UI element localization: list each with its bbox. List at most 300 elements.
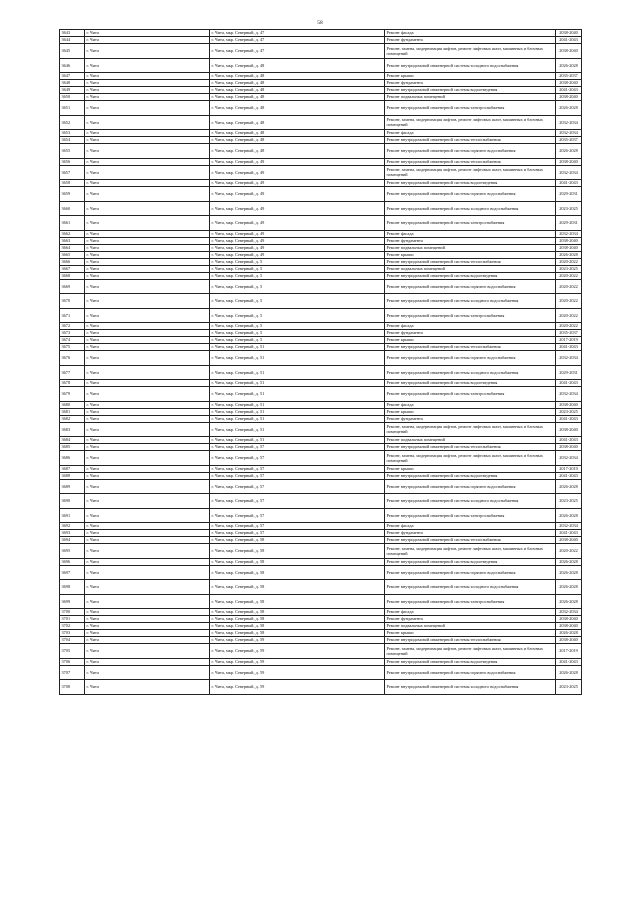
locality-cell: г. Чита: [85, 265, 210, 272]
table-row: [60, 73, 582, 80]
work-type-cell: Ремонт фасада: [385, 30, 556, 37]
address-cell: г. Чита, мкр. Северный, д. 51: [210, 437, 385, 444]
locality-cell: г. Чита: [85, 144, 210, 159]
table-row: [60, 201, 582, 216]
table-row: [60, 537, 582, 544]
locality-cell: г. Чита: [85, 165, 210, 180]
work-type-cell: Ремонт внутридомовой инженерной системы водоотведения: [385, 87, 556, 94]
period-cell: 2038-2040: [556, 623, 582, 630]
row-number-cell: 3685: [60, 444, 85, 451]
work-type-cell: Ремонт внутридомовой инженерной системы горячего водоснабжения: [385, 665, 556, 680]
work-type-cell: Ремонт крыши: [385, 251, 556, 258]
table-row: [60, 523, 582, 530]
row-number-cell: 3667: [60, 265, 85, 272]
period-cell: 2029-2031: [556, 216, 582, 231]
table-row: [60, 265, 582, 272]
period-cell: 2026-2028: [556, 558, 582, 565]
row-number-cell: 3704: [60, 637, 85, 644]
period-cell: 2026-2028: [556, 251, 582, 258]
locality-cell: г. Чита: [85, 401, 210, 408]
locality-cell: г. Чита: [85, 87, 210, 94]
address-cell: г. Чита, мкр. Северный, д. 51: [210, 401, 385, 408]
work-type-cell: Ремонт, замена, модернизация лифтов, ремонт лифтовых шахт, машинных и блочных помещений: [385, 451, 556, 466]
table-row: [60, 508, 582, 523]
row-number-cell: 3675: [60, 344, 85, 351]
row-number-cell: 3708: [60, 680, 85, 695]
table-row: [60, 323, 582, 330]
address-cell: г. Чита, мкр. Северный, д. 58: [210, 594, 385, 609]
table-row: [60, 630, 582, 637]
work-type-cell: Ремонт фасада: [385, 323, 556, 330]
address-cell: г. Чита, мкр. Северный, д. 58: [210, 609, 385, 616]
address-cell: г. Чита, мкр. Северный, д. 58: [210, 544, 385, 559]
table-row: [60, 623, 582, 630]
row-number-cell: 3663: [60, 237, 85, 244]
row-number-cell: 3657: [60, 165, 85, 180]
locality-cell: г. Чита: [85, 544, 210, 559]
table-row: [60, 472, 582, 479]
address-cell: г. Чита, мкр. Северный, д. 49: [210, 180, 385, 187]
address-cell: г. Чита, мкр. Северный, д. 48: [210, 115, 385, 130]
row-number-cell: 3671: [60, 308, 85, 323]
locality-cell: г. Чита: [85, 658, 210, 665]
work-type-cell: Ремонт крыши: [385, 465, 556, 472]
table-row: [60, 144, 582, 159]
table-row: [60, 230, 582, 237]
address-cell: г. Чита, мкр. Северный, д. 58: [210, 537, 385, 544]
address-cell: г. Чита, мкр. Северный, д. 49: [210, 201, 385, 216]
row-number-cell: 3645: [60, 44, 85, 59]
address-cell: г. Чита, мкр. Северный, д. 48: [210, 137, 385, 144]
work-type-cell: Ремонт, замена, модернизация лифтов, ремонт лифтовых шахт, машинных и блочных помещений: [385, 544, 556, 559]
work-type-cell: Ремонт внутридомовой инженерной системы теплоснабжения: [385, 444, 556, 451]
address-cell: г. Чита, мкр. Северный, д. 51: [210, 365, 385, 380]
period-cell: 2032-2034: [556, 523, 582, 530]
work-type-cell: Ремонт фундамента: [385, 616, 556, 623]
address-cell: г. Чита, мкр. Северный, д. 5: [210, 337, 385, 344]
row-number-cell: 3688: [60, 472, 85, 479]
period-cell: 2035-2037: [556, 137, 582, 144]
period-cell: 2032-2034: [556, 451, 582, 466]
period-cell: 2020-2022: [556, 323, 582, 330]
row-number-cell: 3643: [60, 30, 85, 37]
address-cell: г. Чита, мкр. Северный, д. 5: [210, 279, 385, 294]
address-cell: г. Чита, мкр. Северный, д. 48: [210, 73, 385, 80]
locality-cell: г. Чита: [85, 216, 210, 231]
address-cell: г. Чита, мкр. Северный, д. 51: [210, 408, 385, 415]
period-cell: 2029-2031: [556, 365, 582, 380]
row-number-cell: 3646: [60, 58, 85, 73]
row-number-cell: 3692: [60, 523, 85, 530]
work-type-cell: Ремонт внутридомовой инженерной системы электроснабжения: [385, 308, 556, 323]
work-type-cell: Ремонт, замена, модернизация лифтов, ремонт лифтовых шахт, машинных и блочных помещений: [385, 422, 556, 437]
period-cell: 2038-2040: [556, 616, 582, 623]
locality-cell: г. Чита: [85, 558, 210, 565]
work-type-cell: Ремонт внутридомовой инженерной системы холодного водоснабжения: [385, 680, 556, 695]
work-type-cell: Ремонт внутридомовой инженерной системы горячего водоснабжения: [385, 279, 556, 294]
work-type-cell: Ремонт, замена, модернизация лифтов, ремонт лифтовых шахт, машинных и блочных помещений: [385, 44, 556, 59]
row-number-cell: 3693: [60, 530, 85, 537]
address-cell: г. Чита, мкр. Северный, д. 5: [210, 258, 385, 265]
period-cell: 2038-2040: [556, 237, 582, 244]
row-number-cell: 3664: [60, 244, 85, 251]
row-number-cell: 3662: [60, 230, 85, 237]
period-cell: 2020-2022: [556, 544, 582, 559]
table-row: [60, 609, 582, 616]
table-row: [60, 237, 582, 244]
locality-cell: г. Чита: [85, 344, 210, 351]
address-cell: г. Чита, мкр. Северный, д. 49: [210, 230, 385, 237]
work-type-cell: Ремонт внутридомовой инженерной системы водоотведения: [385, 472, 556, 479]
row-number-cell: 3651: [60, 101, 85, 116]
work-type-cell: Ремонт фасада: [385, 230, 556, 237]
work-type-cell: Ремонт внутридомовой инженерной системы водоотведения: [385, 658, 556, 665]
locality-cell: г. Чита: [85, 187, 210, 202]
locality-cell: г. Чита: [85, 251, 210, 258]
locality-cell: г. Чита: [85, 630, 210, 637]
address-cell: г. Чита, мкр. Северный, д. 51: [210, 387, 385, 402]
locality-cell: г. Чита: [85, 272, 210, 279]
address-cell: г. Чита, мкр. Северный, д. 58: [210, 580, 385, 595]
table-row: [60, 415, 582, 422]
table-row: [60, 444, 582, 451]
locality-cell: г. Чита: [85, 387, 210, 402]
row-number-cell: 3655: [60, 144, 85, 159]
locality-cell: г. Чита: [85, 351, 210, 366]
address-cell: г. Чита, мкр. Северный, д. 49: [210, 216, 385, 231]
work-type-cell: Ремонт внутридомовой инженерной системы горячего водоснабжения: [385, 187, 556, 202]
table-row: [60, 130, 582, 137]
work-type-cell: Ремонт подвальных помещений: [385, 265, 556, 272]
row-number-cell: 3705: [60, 644, 85, 659]
address-cell: г. Чита, мкр. Северный, д. 57: [210, 530, 385, 537]
work-type-cell: Ремонт внутридомовой инженерной системы холодного водоснабжения: [385, 580, 556, 595]
locality-cell: г. Чита: [85, 130, 210, 137]
work-type-cell: Ремонт фундамента: [385, 80, 556, 87]
locality-cell: г. Чита: [85, 37, 210, 44]
locality-cell: г. Чита: [85, 101, 210, 116]
work-type-cell: Ремонт, замена, модернизация лифтов, ремонт лифтовых шахт, машинных и блочных помещений: [385, 644, 556, 659]
work-type-cell: Ремонт внутридомовой инженерной системы холодного водоснабжения: [385, 294, 556, 309]
period-cell: 2041-2043: [556, 415, 582, 422]
row-number-cell: 3687: [60, 465, 85, 472]
table-row: [60, 558, 582, 565]
address-cell: г. Чита, мкр. Северный, д. 51: [210, 415, 385, 422]
locality-cell: г. Чита: [85, 330, 210, 337]
table-row: [60, 87, 582, 94]
address-cell: г. Чита, мкр. Северный, д. 58: [210, 630, 385, 637]
work-type-cell: Ремонт фундамента: [385, 530, 556, 537]
period-cell: 2026-2028: [556, 479, 582, 494]
locality-cell: г. Чита: [85, 451, 210, 466]
locality-cell: г. Чита: [85, 479, 210, 494]
period-cell: 2038-2040: [556, 537, 582, 544]
period-cell: 2023-2025: [556, 265, 582, 272]
work-type-cell: Ремонт внутридомовой инженерной системы электроснабжения: [385, 216, 556, 231]
table-row: [60, 216, 582, 231]
period-cell: 2041-2043: [556, 530, 582, 537]
table-row: [60, 365, 582, 380]
table-row: [60, 665, 582, 680]
locality-cell: г. Чита: [85, 594, 210, 609]
period-cell: 2017-2019: [556, 465, 582, 472]
row-number-cell: 3701: [60, 616, 85, 623]
locality-cell: г. Чита: [85, 609, 210, 616]
address-cell: г. Чита, мкр. Северный, д. 51: [210, 344, 385, 351]
locality-cell: г. Чита: [85, 680, 210, 695]
table-row: [60, 408, 582, 415]
period-cell: 2026-2028: [556, 101, 582, 116]
period-cell: 2032-2034: [556, 387, 582, 402]
table-row: [60, 187, 582, 202]
table-row: [60, 544, 582, 559]
table-row: [60, 479, 582, 494]
row-number-cell: 3678: [60, 380, 85, 387]
work-type-cell: Ремонт внутридомовой инженерной системы водоотведения: [385, 380, 556, 387]
period-cell: 2041-2043: [556, 472, 582, 479]
work-type-cell: Ремонт внутридомовой инженерной системы электроснабжения: [385, 101, 556, 116]
period-cell: 2038-2040: [556, 44, 582, 59]
locality-cell: г. Чита: [85, 137, 210, 144]
period-cell: 2041-2043: [556, 37, 582, 44]
locality-cell: г. Чита: [85, 237, 210, 244]
address-cell: г. Чита, мкр. Северный, д. 49: [210, 237, 385, 244]
period-cell: 2041-2043: [556, 87, 582, 94]
row-number-cell: 3684: [60, 437, 85, 444]
work-type-cell: Ремонт крыши: [385, 73, 556, 80]
row-number-cell: 3647: [60, 73, 85, 80]
address-cell: г. Чита, мкр. Северный, д. 59: [210, 644, 385, 659]
table-row: [60, 594, 582, 609]
period-cell: 2041-2043: [556, 344, 582, 351]
locality-cell: г. Чита: [85, 444, 210, 451]
table-row: [60, 180, 582, 187]
period-cell: 2032-2034: [556, 609, 582, 616]
work-type-cell: Ремонт фасада: [385, 609, 556, 616]
row-number-cell: 3652: [60, 115, 85, 130]
row-number-cell: 3703: [60, 630, 85, 637]
row-number-cell: 3648: [60, 80, 85, 87]
locality-cell: г. Чита: [85, 530, 210, 537]
row-number-cell: 3702: [60, 623, 85, 630]
address-cell: г. Чита, мкр. Северный, д. 51: [210, 422, 385, 437]
locality-cell: г. Чита: [85, 665, 210, 680]
period-cell: 2032-2034: [556, 130, 582, 137]
table-row: [60, 401, 582, 408]
period-cell: 2017-2019: [556, 644, 582, 659]
period-cell: 2017-2019: [556, 337, 582, 344]
work-type-cell: Ремонт фундамента: [385, 415, 556, 422]
locality-cell: г. Чита: [85, 30, 210, 37]
work-type-cell: Ремонт внутридомовой инженерной системы электроснабжения: [385, 508, 556, 523]
locality-cell: г. Чита: [85, 308, 210, 323]
work-type-cell: Ремонт внутридомовой инженерной системы горячего водоснабжения: [385, 144, 556, 159]
period-cell: 2041-2043: [556, 180, 582, 187]
address-cell: г. Чита, мкр. Северный, д. 48: [210, 94, 385, 101]
work-type-cell: Ремонт фасада: [385, 130, 556, 137]
locality-cell: г. Чита: [85, 337, 210, 344]
locality-cell: г. Чита: [85, 365, 210, 380]
address-cell: г. Чита, мкр. Северный, д. 57: [210, 508, 385, 523]
work-type-cell: Ремонт внутридомовой инженерной системы водоотведения: [385, 558, 556, 565]
work-type-cell: Ремонт внутридомовой инженерной системы горячего водоснабжения: [385, 351, 556, 366]
period-cell: 2026-2028: [556, 565, 582, 580]
period-cell: 2026-2028: [556, 144, 582, 159]
address-cell: г. Чита, мкр. Северный, д. 57: [210, 451, 385, 466]
locality-cell: г. Чита: [85, 537, 210, 544]
period-cell: 2023-2025: [556, 494, 582, 509]
table-row: [60, 251, 582, 258]
address-cell: г. Чита, мкр. Северный, д. 57: [210, 479, 385, 494]
row-number-cell: 3644: [60, 37, 85, 44]
address-cell: г. Чита, мкр. Северный, д. 58: [210, 623, 385, 630]
table-row: [60, 344, 582, 351]
row-number-cell: 3654: [60, 137, 85, 144]
row-number-cell: 3700: [60, 609, 85, 616]
row-number-cell: 3699: [60, 594, 85, 609]
address-cell: г. Чита, мкр. Северный, д. 48: [210, 58, 385, 73]
address-cell: г. Чита, мкр. Северный, д. 51: [210, 351, 385, 366]
work-type-cell: Ремонт фундамента: [385, 237, 556, 244]
address-cell: г. Чита, мкр. Северный, д. 49: [210, 187, 385, 202]
row-number-cell: 3669: [60, 279, 85, 294]
table-row: [60, 351, 582, 366]
address-cell: г. Чита, мкр. Северный, д. 47: [210, 37, 385, 44]
address-cell: г. Чита, мкр. Северный, д. 47: [210, 30, 385, 37]
locality-cell: г. Чита: [85, 58, 210, 73]
work-type-cell: Ремонт, замена, модернизация лифтов, ремонт лифтовых шахт, машинных и блочных помещений: [385, 115, 556, 130]
table-row: [60, 158, 582, 165]
table-row: [60, 380, 582, 387]
period-cell: 2023-2025: [556, 408, 582, 415]
table-row: [60, 451, 582, 466]
row-number-cell: 3706: [60, 658, 85, 665]
period-cell: 2038-2040: [556, 158, 582, 165]
period-cell: 2038-2040: [556, 244, 582, 251]
work-type-cell: Ремонт внутридомовой инженерной системы теплоснабжения: [385, 637, 556, 644]
table-row: [60, 330, 582, 337]
address-cell: г. Чита, мкр. Северный, д. 5: [210, 265, 385, 272]
work-type-cell: Ремонт внутридомовой инженерной системы водоотведения: [385, 180, 556, 187]
table-row: [60, 80, 582, 87]
period-cell: 2020-2022: [556, 308, 582, 323]
table-row: [60, 580, 582, 595]
locality-cell: г. Чита: [85, 637, 210, 644]
table-row: [60, 637, 582, 644]
table-row: [60, 680, 582, 695]
period-cell: 2023-2025: [556, 201, 582, 216]
table-row: [60, 644, 582, 659]
period-cell: 2026-2028: [556, 630, 582, 637]
work-type-cell: Ремонт внутридомовой инженерной системы теплоснабжения: [385, 158, 556, 165]
row-number-cell: 3673: [60, 330, 85, 337]
work-type-cell: Ремонт внутридомовой инженерной системы теплоснабжения: [385, 344, 556, 351]
locality-cell: г. Чита: [85, 230, 210, 237]
row-number-cell: 3670: [60, 294, 85, 309]
work-type-cell: Ремонт подвальных помещений: [385, 437, 556, 444]
period-cell: 2020-2022: [556, 279, 582, 294]
row-number-cell: 3679: [60, 387, 85, 402]
table-row: [60, 94, 582, 101]
row-number-cell: 3660: [60, 201, 85, 216]
row-number-cell: 3697: [60, 565, 85, 580]
row-number-cell: 3681: [60, 408, 85, 415]
locality-cell: г. Чита: [85, 408, 210, 415]
work-type-cell: Ремонт внутридомовой инженерной системы холодного водоснабжения: [385, 58, 556, 73]
address-cell: г. Чита, мкр. Северный, д. 49: [210, 158, 385, 165]
address-cell: г. Чита, мкр. Северный, д. 5: [210, 323, 385, 330]
locality-cell: г. Чита: [85, 565, 210, 580]
repair-schedule-table: [59, 29, 582, 695]
row-number-cell: 3674: [60, 337, 85, 344]
row-number-cell: 3653: [60, 130, 85, 137]
locality-cell: г. Чита: [85, 616, 210, 623]
work-type-cell: Ремонт внутридомовой инженерной системы горячего водоснабжения: [385, 479, 556, 494]
table-row: [60, 30, 582, 37]
row-number-cell: 3694: [60, 537, 85, 544]
address-cell: г. Чита, мкр. Северный, д. 59: [210, 680, 385, 695]
address-cell: г. Чита, мкр. Северный, д. 5: [210, 330, 385, 337]
row-number-cell: 3680: [60, 401, 85, 408]
table-row: [60, 530, 582, 537]
work-type-cell: Ремонт фасада: [385, 401, 556, 408]
locality-cell: г. Чита: [85, 80, 210, 87]
locality-cell: г. Чита: [85, 580, 210, 595]
address-cell: г. Чита, мкр. Северный, д. 58: [210, 616, 385, 623]
row-number-cell: 3656: [60, 158, 85, 165]
table-row: [60, 465, 582, 472]
period-cell: 2026-2028: [556, 58, 582, 73]
address-cell: г. Чита, мкр. Северный, д. 48: [210, 101, 385, 116]
locality-cell: г. Чита: [85, 623, 210, 630]
row-number-cell: 3650: [60, 94, 85, 101]
work-type-cell: Ремонт внутридомовой инженерной системы горячего водоснабжения: [385, 565, 556, 580]
address-cell: г. Чита, мкр. Северный, д. 59: [210, 637, 385, 644]
row-number-cell: 3677: [60, 365, 85, 380]
row-number-cell: 3659: [60, 187, 85, 202]
work-type-cell: Ремонт внутридомовой инженерной системы электроснабжения: [385, 594, 556, 609]
address-cell: г. Чита, мкр. Северный, д. 47: [210, 44, 385, 59]
locality-cell: г. Чита: [85, 472, 210, 479]
locality-cell: г. Чита: [85, 180, 210, 187]
address-cell: г. Чита, мкр. Северный, д. 48: [210, 87, 385, 94]
period-cell: 2038-2040: [556, 80, 582, 87]
table-row: [60, 387, 582, 402]
work-type-cell: Ремонт внутридомовой инженерной системы водоотведения: [385, 272, 556, 279]
period-cell: 2035-2037: [556, 330, 582, 337]
locality-cell: г. Чита: [85, 415, 210, 422]
address-cell: г. Чита, мкр. Северный, д. 49: [210, 165, 385, 180]
address-cell: г. Чита, мкр. Северный, д. 57: [210, 494, 385, 509]
row-number-cell: 3665: [60, 251, 85, 258]
locality-cell: г. Чита: [85, 644, 210, 659]
address-cell: г. Чита, мкр. Северный, д. 48: [210, 130, 385, 137]
table-row: [60, 616, 582, 623]
row-number-cell: 3649: [60, 87, 85, 94]
row-number-cell: 3707: [60, 665, 85, 680]
address-cell: г. Чита, мкр. Северный, д. 5: [210, 272, 385, 279]
period-cell: 2032-2034: [556, 115, 582, 130]
locality-cell: г. Чита: [85, 258, 210, 265]
table-row: [60, 165, 582, 180]
address-cell: г. Чита, мкр. Северный, д. 59: [210, 665, 385, 680]
work-type-cell: Ремонт фундамента: [385, 37, 556, 44]
address-cell: г. Чита, мкр. Северный, д. 5: [210, 308, 385, 323]
period-cell: 2041-2043: [556, 437, 582, 444]
period-cell: 2020-2022: [556, 258, 582, 265]
work-type-cell: Ремонт крыши: [385, 337, 556, 344]
locality-cell: г. Чита: [85, 323, 210, 330]
